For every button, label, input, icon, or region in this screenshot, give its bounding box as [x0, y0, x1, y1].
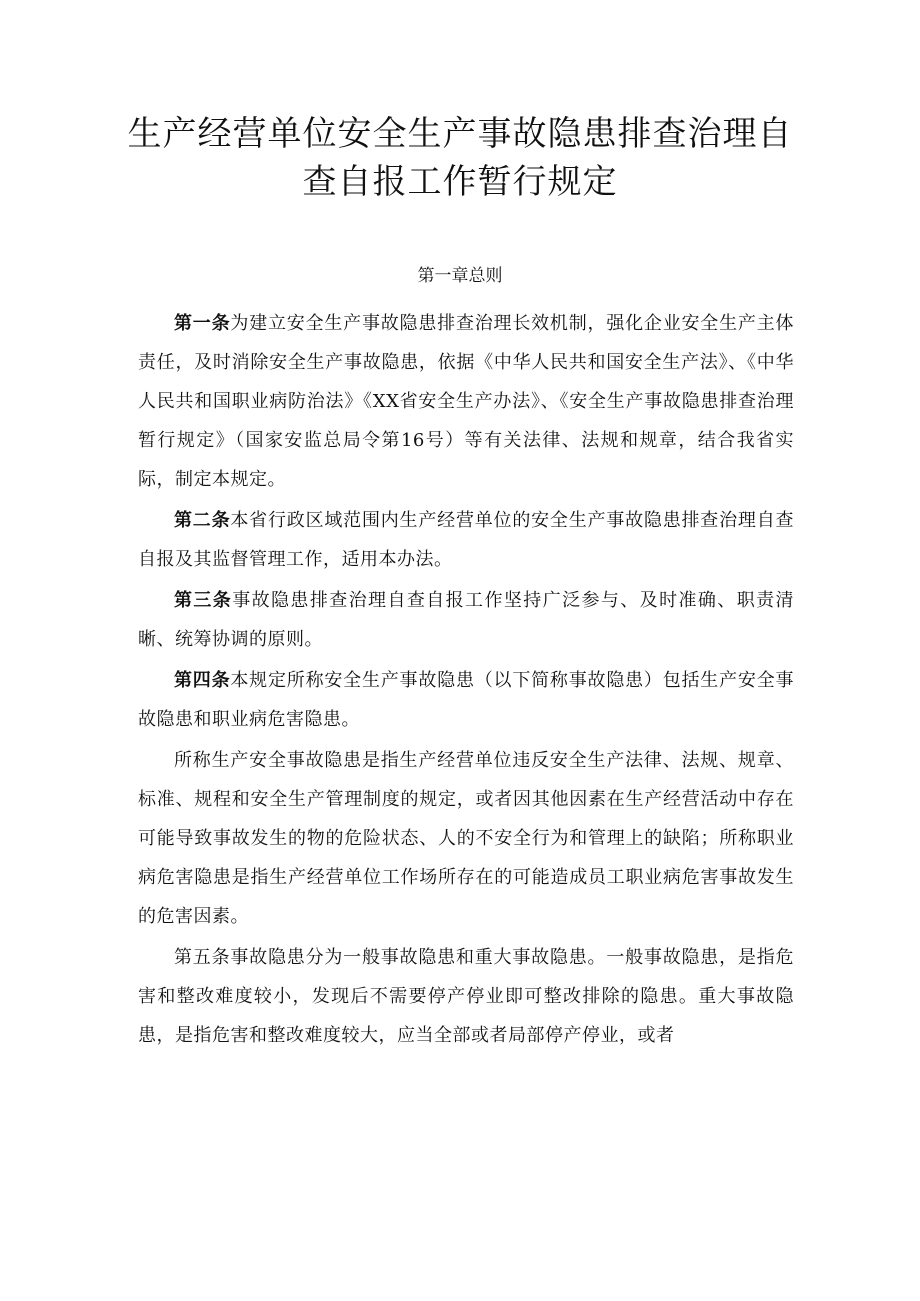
paragraph-text: 事故隐患排查治理自查自报工作坚持广泛参与、及时准确、职责清晰、统筹协调的原则。 [138, 590, 795, 650]
paragraph-article-1 [138, 304, 794, 499]
title-line-2: 查自报工作暂行规定 [302, 162, 618, 202]
paragraph-text: 本省行政区域范围内生产经营单位的安全生产事故隐患排查治理自查自报及其监督管理工作，适用本办法。 [138, 510, 794, 570]
paragraph-text: 为建立安全生产事故隐患排查治理长效机制，强化企业安全生产主体责任，及时消除安全生产事故隐患，依据《中华人民共和国安全生产法》、《中华人民共和国职业病防治法》《XX省安全生产办法》、《安全生产事故隐患排查治理暂行规定》（国家安监总局令第16号）等有关法律、法规和规章，结合我省实际，制定本规定。 [138, 313, 794, 490]
article-number: 第二条 [174, 510, 231, 531]
paragraph-text: 本规定所称安全生产事故隐患（以下简称事故隐患）包括生产安全事故隐患和职业病危害隐患。 [138, 670, 794, 730]
paragraph-text: 所称生产安全事故隐患是指生产经营单位违反安全生产法律、法规、规章、标准、规程和安全生产管理制度的规定，或者因其他因素在生产经营活动中存在可能导致事故发生的物的危险状态、人的不安全行为和管理上的缺陷；所称职业病危害隐患是指生产经营单位工作场所存在的可能造成员工职业病危害事故发生的危害因素。 [138, 750, 794, 927]
article-number: 第四条 [174, 670, 231, 691]
paragraph-article-3 [138, 581, 794, 659]
chapter-heading: 第一章总则 [417, 266, 503, 286]
document-title [120, 110, 800, 206]
paragraph-text: 第五条事故隐患分为一般事故隐患和重大事故隐患。一般事故隐患，是指危害和整改难度较小，发现后不需要停产停业即可整改排除的隐患。重大事故隐患，是指危害和整改难度较大，应当全部或者局部停产停业，或者 [138, 947, 794, 1046]
paragraph-article-4 [138, 661, 794, 739]
title-line-1: 生产经营单位安全生产事故隐患排查治理自 [127, 114, 793, 154]
paragraph-article-2 [138, 501, 794, 579]
document-body [138, 304, 794, 1057]
paragraph-definition [138, 741, 794, 936]
paragraph-article-5 [138, 938, 794, 1055]
article-number: 第一条 [174, 313, 231, 334]
article-number: 第三条 [174, 590, 233, 611]
